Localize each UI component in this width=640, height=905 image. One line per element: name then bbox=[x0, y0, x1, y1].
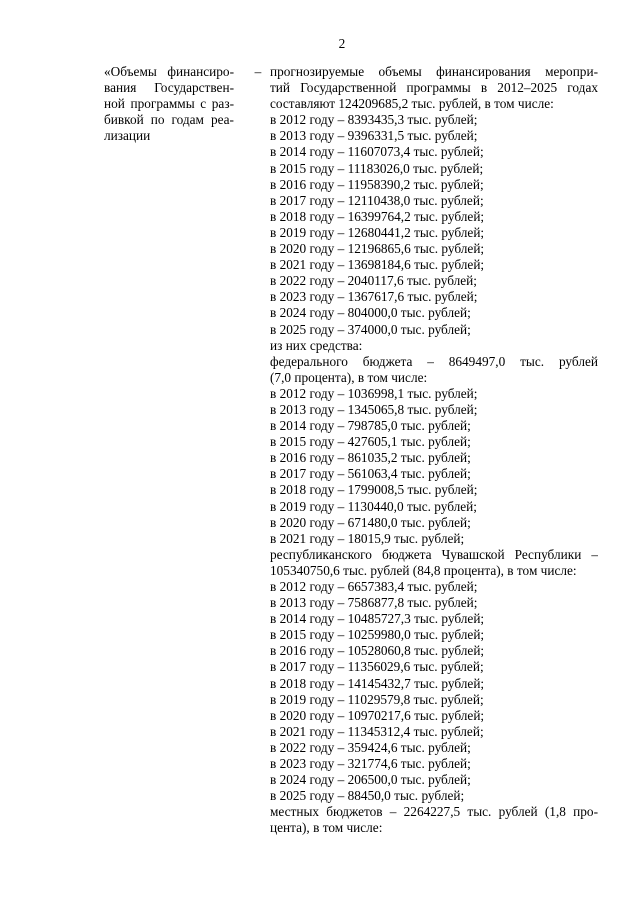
of-which-label: из них средства: bbox=[270, 337, 363, 353]
total-year-item: в 2019 году – 12680441,2 тыс. рублей; bbox=[270, 224, 485, 240]
local-heading-line: цента), в том числе: bbox=[270, 820, 383, 836]
republican-year-item: в 2024 году – 206500,0 тыс. рублей; bbox=[270, 772, 471, 788]
federal-year-item: в 2014 году – 798785,0 тыс. рублей; bbox=[270, 418, 471, 434]
total-year-item: в 2022 году – 2040117,6 тыс. рублей; bbox=[270, 273, 477, 289]
passport-field-label bbox=[104, 64, 234, 144]
republican-heading-line: 105340750,6 тыс. рублей (84,8 процента), в том числе: bbox=[270, 562, 577, 578]
republican-budget-section bbox=[270, 547, 598, 805]
republican-year-item: в 2023 году – 321774,6 тыс. рублей; bbox=[270, 756, 471, 772]
republican-year-item: в 2018 году – 14145432,7 тыс. рублей; bbox=[270, 675, 485, 691]
total-year-item: в 2014 году – 11607073,4 тыс. рублей; bbox=[270, 144, 484, 160]
total-year-item: в 2016 году – 11958390,2 тыс. рублей; bbox=[270, 176, 484, 192]
federal-year-item: в 2013 году – 1345065,8 тыс. рублей; bbox=[270, 401, 478, 417]
federal-year-item: в 2018 году – 1799008,5 тыс. рублей; bbox=[270, 482, 478, 498]
label-line: вания Государствен- bbox=[104, 80, 234, 96]
local-heading-line: местных бюджетов – 2264227,5 тыс. рублей (1,8 про- bbox=[270, 804, 598, 820]
federal-heading-line: (7,0 процента), в том числе: bbox=[270, 369, 428, 385]
total-by-year-list bbox=[270, 112, 598, 337]
local-budget-section bbox=[270, 804, 598, 836]
page-number: 2 bbox=[338, 36, 346, 51]
federal-budget-section bbox=[270, 354, 598, 547]
intro-line: составляют 124209685,2 тыс. рублей, в том числе: bbox=[270, 96, 554, 112]
total-year-item: в 2024 году – 804000,0 тыс. рублей; bbox=[270, 305, 471, 321]
federal-heading-line: федерального бюджета – 8649497,0 тыс. рублей bbox=[270, 353, 598, 369]
field-separator-dash: – bbox=[254, 64, 262, 79]
republican-heading-line: республиканского бюджета Чувашской Республики – bbox=[270, 546, 598, 562]
federal-year-item: в 2021 году – 18015,9 тыс. рублей; bbox=[270, 530, 465, 546]
total-year-item: в 2021 году – 13698184,6 тыс. рублей; bbox=[270, 257, 485, 273]
passport-field-value bbox=[270, 64, 598, 837]
republican-year-item: в 2020 году – 10970217,6 тыс. рублей; bbox=[270, 707, 485, 723]
total-year-item: в 2020 году – 12196865,6 тыс. рублей; bbox=[270, 241, 485, 257]
federal-year-item: в 2017 году – 561063,4 тыс. рублей; bbox=[270, 466, 471, 482]
republican-year-item: в 2013 году – 7586877,8 тыс. рублей; bbox=[270, 595, 478, 611]
intro-line: прогнозируемые объемы финансирования меропри- bbox=[270, 64, 598, 79]
total-year-item: в 2012 году – 8393435,3 тыс. рублей; bbox=[270, 112, 478, 128]
label-line: бивкой по годам реа- bbox=[104, 112, 234, 128]
republican-year-item: в 2021 году – 11345312,4 тыс. рублей; bbox=[270, 723, 484, 739]
intro-line: тий Государственной программы в 2012–2025 годах bbox=[270, 80, 598, 96]
republican-year-item: в 2015 году – 10259980,0 тыс. рублей; bbox=[270, 627, 485, 643]
total-year-item: в 2015 году – 11183026,0 тыс. рублей; bbox=[270, 160, 484, 176]
republican-year-item: в 2019 году – 11029579,8 тыс. рублей; bbox=[270, 691, 484, 707]
label-line: «Объемы финансиро- bbox=[104, 64, 234, 79]
total-year-item: в 2017 году – 12110438,0 тыс. рублей; bbox=[270, 192, 484, 208]
total-year-item: в 2023 году – 1367617,6 тыс. рублей; bbox=[270, 289, 478, 305]
republican-year-item: в 2012 году – 6657383,4 тыс. рублей; bbox=[270, 579, 478, 594]
republican-year-item: в 2017 году – 11356029,6 тыс. рублей; bbox=[270, 659, 484, 675]
republican-year-item: в 2025 году – 88450,0 тыс. рублей; bbox=[270, 788, 465, 804]
federal-year-item: в 2016 году – 861035,2 тыс. рублей; bbox=[270, 450, 471, 466]
total-year-item: в 2025 году – 374000,0 тыс. рублей; bbox=[270, 321, 471, 337]
republican-year-item: в 2022 году – 359424,6 тыс. рублей; bbox=[270, 739, 471, 755]
total-year-item: в 2013 году – 9396331,5 тыс. рублей; bbox=[270, 128, 478, 144]
label-line: ной программы с раз- bbox=[104, 96, 234, 112]
label-line: лизации bbox=[104, 128, 151, 144]
federal-year-item: в 2015 году – 427605,1 тыс. рублей; bbox=[270, 434, 471, 450]
republican-year-item: в 2016 году – 10528060,8 тыс. рублей; bbox=[270, 643, 485, 659]
total-year-item: в 2018 году – 16399764,2 тыс. рублей; bbox=[270, 208, 485, 224]
federal-year-item: в 2019 году – 1130440,0 тыс. рублей; bbox=[270, 498, 477, 514]
federal-year-item: в 2012 году – 1036998,1 тыс. рублей; bbox=[270, 385, 478, 401]
republican-year-item: в 2014 году – 10485727,3 тыс. рублей; bbox=[270, 611, 485, 627]
federal-year-item: в 2020 году – 671480,0 тыс. рублей; bbox=[270, 514, 471, 530]
